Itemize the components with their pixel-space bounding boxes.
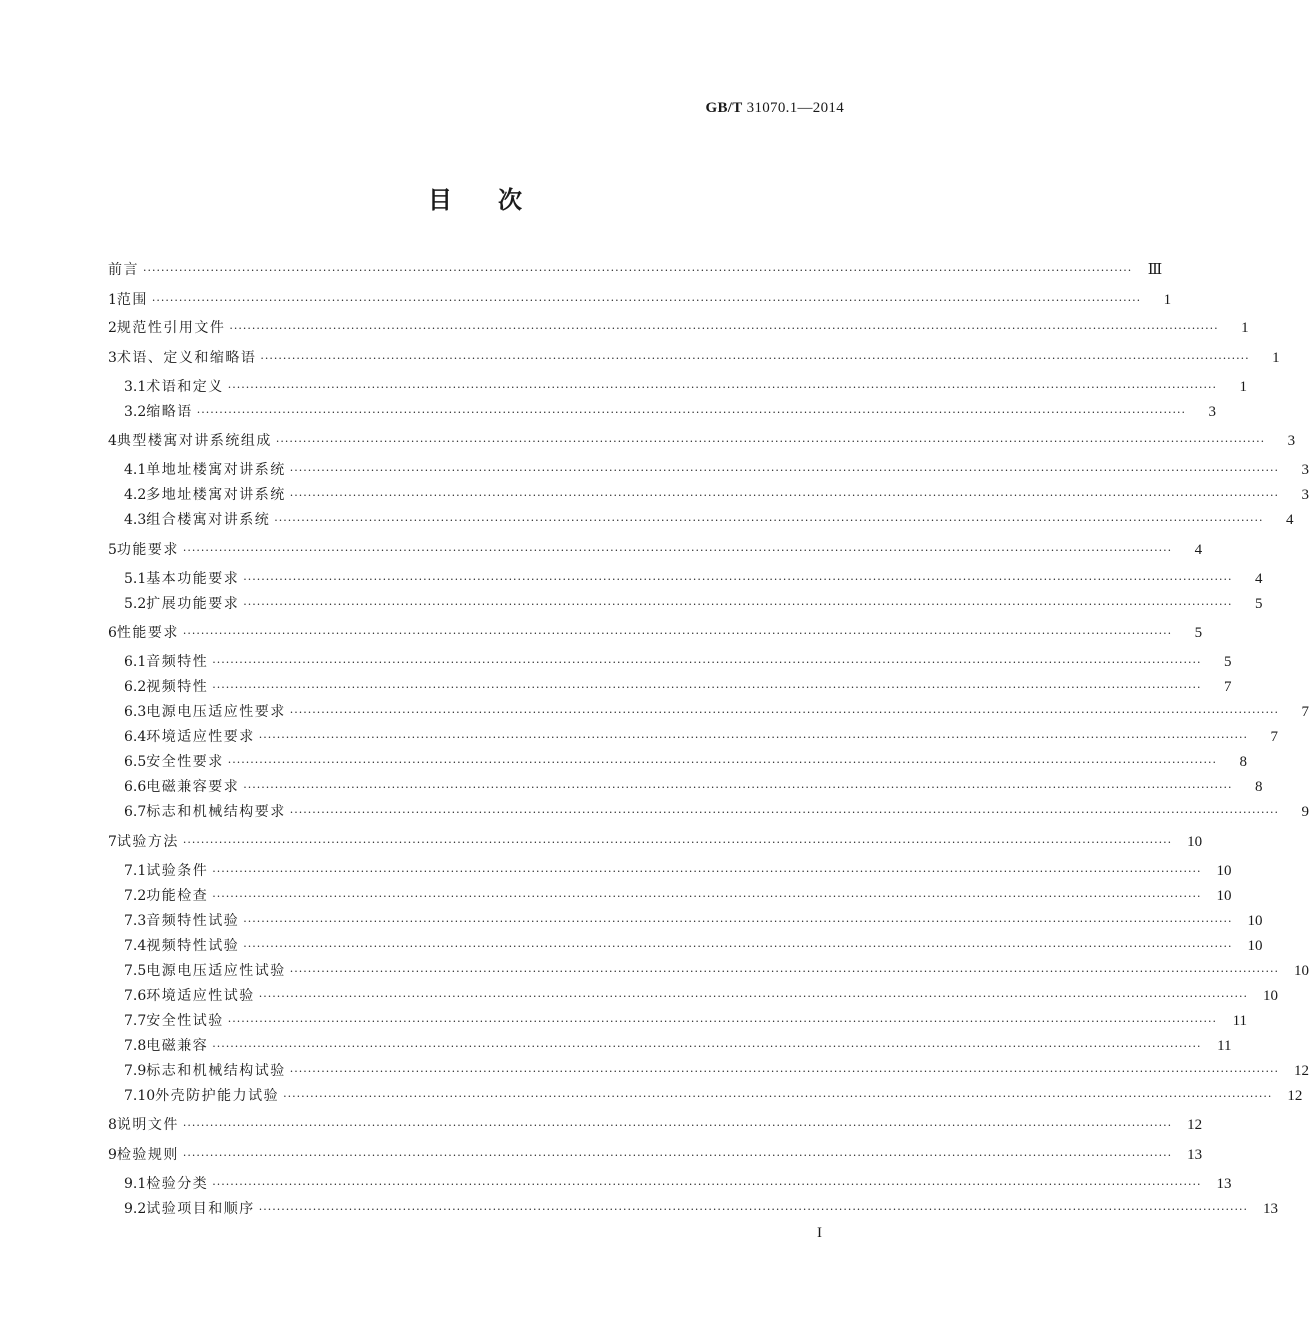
toc-entry[interactable] bbox=[124, 1199, 1279, 1219]
toc-entry[interactable] bbox=[124, 594, 1263, 614]
toc-entry-page: 12 bbox=[1287, 1088, 1303, 1104]
toc-entry[interactable] bbox=[108, 431, 1296, 451]
toc-entry-title: 说明文件 bbox=[116, 1117, 179, 1133]
toc-entry[interactable] bbox=[124, 510, 1294, 530]
toc-entry-page: 1 bbox=[1239, 379, 1248, 395]
toc-leader-dots: ···························································································································································································································· bbox=[212, 656, 1202, 669]
toc-entry[interactable] bbox=[108, 260, 1163, 280]
toc-entry-page: 5 bbox=[1194, 625, 1203, 641]
toc-entry[interactable] bbox=[124, 1086, 1303, 1106]
toc-entry-number: 7.9 bbox=[124, 1063, 147, 1079]
toc-entry[interactable] bbox=[124, 911, 1263, 931]
toc-leader-dots: ···························································································································································································································· bbox=[212, 681, 1202, 694]
toc-entry-title: 电磁兼容 bbox=[146, 1038, 209, 1054]
toc-leader-dots: ···························································································································································································································· bbox=[258, 1203, 1249, 1216]
toc-entry[interactable] bbox=[124, 986, 1279, 1006]
toc-entry-page: 10 bbox=[1187, 834, 1203, 850]
toc-leader-dots: ···························································································································································································································· bbox=[229, 322, 1219, 335]
toc-entry-number: 7.3 bbox=[124, 913, 147, 929]
toc-leader-dots: ···························································································································································································································· bbox=[182, 836, 1173, 849]
toc-leader-dots: ···························································································································································································································· bbox=[182, 1119, 1173, 1132]
toc-entry-number: 5.2 bbox=[124, 596, 147, 612]
toc-entry[interactable] bbox=[124, 652, 1232, 672]
toc-entry[interactable] bbox=[124, 702, 1309, 722]
toc-leader-dots: ···························································································································································································································· bbox=[258, 731, 1249, 744]
toc-entry-page: 5 bbox=[1255, 596, 1263, 612]
toc-leader-dots: ···························································································································································································································· bbox=[258, 990, 1249, 1003]
toc-entry[interactable] bbox=[108, 623, 1203, 643]
toc-entry-page: 13 bbox=[1263, 1201, 1279, 1217]
toc-entry[interactable] bbox=[124, 886, 1232, 906]
toc-leader-dots: ···························································································································································································································· bbox=[289, 464, 1280, 477]
toc-entry-title: 典型楼寓对讲系统组成 bbox=[116, 433, 272, 449]
toc-entry-number: 7.1 bbox=[124, 863, 147, 879]
toc-entry-title: 试验方法 bbox=[116, 834, 179, 850]
toc-entry-number: 4.2 bbox=[124, 487, 147, 503]
toc-entry-title: 标志和机械结构试验 bbox=[146, 1063, 286, 1079]
toc-leader-dots: ···························································································································································································································· bbox=[212, 865, 1202, 878]
toc-entry-title: 性能要求 bbox=[116, 625, 179, 641]
toc-entry-number: 6.7 bbox=[124, 804, 147, 820]
toc-leader-dots: ···························································································································································································································· bbox=[274, 514, 1264, 527]
toc-entry-page: 8 bbox=[1255, 779, 1263, 795]
toc-entry-number: 9 bbox=[108, 1147, 117, 1163]
toc-leader-dots: ···························································································································································································································· bbox=[151, 294, 1142, 307]
toc-entry-title: 多地址楼寓对讲系统 bbox=[146, 487, 286, 503]
toc-entry[interactable] bbox=[124, 1174, 1232, 1194]
toc-entry[interactable] bbox=[124, 936, 1263, 956]
toc-leader-dots: ···························································································································································································································· bbox=[243, 573, 1233, 586]
toc-entry-page: 10 bbox=[1247, 938, 1263, 954]
toc-entry[interactable] bbox=[108, 540, 1203, 560]
toc-entry-page: 1 bbox=[1241, 320, 1249, 336]
toc-entry-title: 电磁兼容要求 bbox=[146, 779, 240, 795]
toc-entry-number: 6.4 bbox=[124, 729, 147, 745]
toc-leader-dots: ···························································································································································································································· bbox=[182, 627, 1173, 640]
toc-entry-page: 11 bbox=[1217, 1038, 1232, 1054]
toc-leader-dots: ···························································································································································································································· bbox=[212, 1040, 1202, 1053]
toc-entry[interactable] bbox=[124, 677, 1232, 697]
toc-entry-number: 7.8 bbox=[124, 1038, 147, 1054]
toc-entry[interactable] bbox=[124, 569, 1263, 589]
toc-entry[interactable] bbox=[124, 1036, 1232, 1056]
toc-entry[interactable] bbox=[124, 1061, 1309, 1081]
toc-entry[interactable] bbox=[124, 460, 1309, 480]
toc-entry-number: 5 bbox=[108, 542, 117, 558]
toc-leader-dots: ···························································································································································································································· bbox=[289, 806, 1280, 819]
toc-entry[interactable] bbox=[108, 1145, 1203, 1165]
toc-entry-page: 1 bbox=[1272, 350, 1280, 366]
toc-entry[interactable] bbox=[108, 348, 1280, 368]
toc-entry-number: 7.4 bbox=[124, 938, 147, 954]
toc-entry-page: 13 bbox=[1216, 1176, 1232, 1192]
toc-leader-dots: ···························································································································································································································· bbox=[243, 598, 1233, 611]
toc-entry-number: 5.1 bbox=[124, 571, 147, 587]
toc-entry-title: 音频特性 bbox=[146, 654, 209, 670]
toc-entry-number: 7.2 bbox=[124, 888, 147, 904]
toc-entry-title: 外壳防护能力试验 bbox=[155, 1088, 280, 1104]
toc-entry[interactable] bbox=[124, 377, 1248, 397]
toc-entry[interactable] bbox=[124, 1011, 1248, 1031]
toc-entry-number: 6.5 bbox=[124, 754, 147, 770]
toc-leader-dots: ···························································································································································································································· bbox=[275, 435, 1266, 448]
toc-entry-title: 标志和机械结构要求 bbox=[146, 804, 286, 820]
toc-leader-dots: ···························································································································································································································· bbox=[289, 965, 1280, 978]
toc-entry-title: 电源电压适应性试验 bbox=[146, 963, 286, 979]
toc-entry-title: 安全性要求 bbox=[146, 754, 224, 770]
toc-entry-page: 3 bbox=[1301, 487, 1309, 503]
toc-leader-dots: ···························································································································································································································· bbox=[196, 406, 1187, 419]
toc-leader-dots: ···························································································································································································································· bbox=[283, 1090, 1273, 1103]
toc-entry-page: Ⅲ bbox=[1147, 262, 1163, 278]
toc-leader-dots: ···························································································································································································································· bbox=[289, 1065, 1280, 1078]
toc-entry-title: 检验规则 bbox=[116, 1147, 179, 1163]
toc-entry-number: 2 bbox=[108, 320, 117, 336]
toc-entry-number: 3 bbox=[108, 350, 117, 366]
toc-entry-number: 4 bbox=[108, 433, 117, 449]
toc-entry-page: 7 bbox=[1224, 679, 1232, 695]
toc-entry-number: 6.6 bbox=[124, 779, 147, 795]
toc-entry-title: 术语、定义和缩略语 bbox=[116, 350, 257, 366]
toc-entry-title: 前言 bbox=[108, 262, 139, 278]
toc-entry[interactable] bbox=[124, 402, 1217, 422]
toc-entry-page: 11 bbox=[1232, 1013, 1248, 1029]
toc-entry-title: 环境适应性试验 bbox=[146, 988, 255, 1004]
toc-entry-page: 4 bbox=[1194, 542, 1203, 558]
toc-entry-page: 10 bbox=[1294, 963, 1309, 979]
toc-entry-title: 组合楼寓对讲系统 bbox=[146, 512, 271, 528]
toc-leader-dots: ···························································································································································································································· bbox=[227, 756, 1218, 769]
toc-leader-dots: ···························································································································································································································· bbox=[212, 890, 1202, 903]
toc-entry-number: 6.3 bbox=[124, 704, 147, 720]
toc-entry-number: 7.7 bbox=[124, 1013, 147, 1029]
toc-entry-title: 功能要求 bbox=[116, 542, 179, 558]
toc-leader-dots: ···························································································································································································································· bbox=[143, 264, 1133, 277]
toc-entry-number: 9.1 bbox=[124, 1176, 147, 1192]
page-title: 目次 bbox=[428, 186, 568, 214]
toc-leader-dots: ···························································································································································································································· bbox=[243, 781, 1233, 794]
toc-leader-dots: ···························································································································································································································· bbox=[243, 915, 1233, 928]
toc-entry-number: 6.2 bbox=[124, 679, 147, 695]
toc-entry-title: 试验条件 bbox=[146, 863, 209, 879]
toc-entry-title: 安全性试验 bbox=[146, 1013, 224, 1029]
toc-entry-page: 3 bbox=[1208, 404, 1217, 420]
toc-entry-title: 试验项目和顺序 bbox=[146, 1201, 255, 1217]
toc-entry[interactable] bbox=[124, 861, 1232, 881]
toc-entry-page: 13 bbox=[1187, 1147, 1203, 1163]
toc-entry-number: 3.1 bbox=[124, 379, 147, 395]
toc-leader-dots: ···························································································································································································································· bbox=[212, 1178, 1202, 1191]
toc-entry[interactable] bbox=[124, 777, 1263, 797]
toc-entry-title: 环境适应性要求 bbox=[146, 729, 255, 745]
toc-entry-title: 电源电压适应性要求 bbox=[146, 704, 286, 720]
toc-entry-title: 视频特性 bbox=[146, 679, 209, 695]
toc-entry-title: 扩展功能要求 bbox=[146, 596, 240, 612]
toc-entry-page: 1 bbox=[1163, 292, 1172, 308]
toc-entry-page: 12 bbox=[1294, 1063, 1309, 1079]
toc-entry-page: 4 bbox=[1255, 571, 1263, 587]
toc-entry-page: 7 bbox=[1270, 729, 1279, 745]
toc-entry[interactable] bbox=[108, 832, 1203, 852]
toc-entry-title: 视频特性试验 bbox=[146, 938, 240, 954]
toc-entry[interactable] bbox=[124, 485, 1309, 505]
toc-entry-number: 8 bbox=[108, 1117, 117, 1133]
toc-entry-title: 术语和定义 bbox=[146, 379, 224, 395]
toc-entry-title: 范围 bbox=[116, 292, 148, 308]
toc-entry[interactable] bbox=[124, 802, 1309, 822]
toc-entry[interactable] bbox=[108, 290, 1172, 310]
toc-entry-title: 单地址楼寓对讲系统 bbox=[146, 462, 286, 478]
toc-entry-title: 缩略语 bbox=[146, 404, 193, 420]
toc-entry-page: 3 bbox=[1301, 462, 1309, 478]
toc-leader-dots: ···························································································································································································································· bbox=[243, 940, 1233, 953]
toc-entry-page: 8 bbox=[1239, 754, 1248, 770]
toc-entry-number: 4.3 bbox=[124, 512, 147, 528]
toc-leader-dots: ···························································································································································································································· bbox=[289, 706, 1280, 719]
toc-entry-number: 7.10 bbox=[124, 1088, 156, 1104]
toc-entry-number: 6 bbox=[108, 625, 117, 641]
toc-leader-dots: ···························································································································································································································· bbox=[260, 352, 1250, 365]
toc-entry[interactable] bbox=[124, 752, 1248, 772]
toc-entry-page: 10 bbox=[1247, 913, 1263, 929]
toc-entry[interactable] bbox=[108, 318, 1249, 338]
toc-entry-number: 3.2 bbox=[124, 404, 147, 420]
toc-entry-number: 7.6 bbox=[124, 988, 147, 1004]
toc-leader-dots: ···························································································································································································································· bbox=[227, 1015, 1218, 1028]
standard-number: 31070.1—2014 bbox=[746, 100, 844, 116]
toc-entry-number: 1 bbox=[108, 292, 117, 308]
page-number: I bbox=[817, 1225, 822, 1241]
toc-entry-page: 9 bbox=[1301, 804, 1309, 820]
toc-entry-title: 规范性引用文件 bbox=[116, 320, 226, 336]
toc-entry-title: 功能检查 bbox=[146, 888, 209, 904]
toc-entry-title: 检验分类 bbox=[146, 1176, 209, 1192]
toc-entry-title: 音频特性试验 bbox=[146, 913, 240, 929]
standard-code-prefix: GB/T bbox=[705, 100, 743, 116]
toc-entry-page: 12 bbox=[1187, 1117, 1203, 1133]
toc-entry-page: 5 bbox=[1224, 654, 1232, 670]
toc-leader-dots: ···························································································································································································································· bbox=[227, 381, 1218, 394]
toc-entry-number: 9.2 bbox=[124, 1201, 147, 1217]
toc-entry-page: 7 bbox=[1301, 704, 1309, 720]
toc-entry-page: 10 bbox=[1263, 988, 1279, 1004]
toc-entry-page: 10 bbox=[1216, 863, 1232, 879]
toc-leader-dots: ···························································································································································································································· bbox=[182, 544, 1173, 557]
toc-entry-page: 3 bbox=[1287, 433, 1296, 449]
toc-entry-number: 4.1 bbox=[124, 462, 147, 478]
toc-entry-page: 10 bbox=[1216, 888, 1232, 904]
toc-leader-dots: ···························································································································································································································· bbox=[182, 1149, 1173, 1162]
toc-entry-number: 6.1 bbox=[124, 654, 147, 670]
toc-entry[interactable] bbox=[124, 727, 1279, 747]
toc-entry-title: 基本功能要求 bbox=[146, 571, 240, 587]
toc-entry[interactable] bbox=[124, 961, 1309, 981]
toc-entry-number: 7.5 bbox=[124, 963, 147, 979]
toc-leader-dots: ···························································································································································································································· bbox=[289, 489, 1280, 502]
toc-entry-number: 7 bbox=[108, 834, 117, 850]
toc-entry-page: 4 bbox=[1286, 512, 1294, 528]
toc-entry[interactable] bbox=[108, 1115, 1203, 1135]
